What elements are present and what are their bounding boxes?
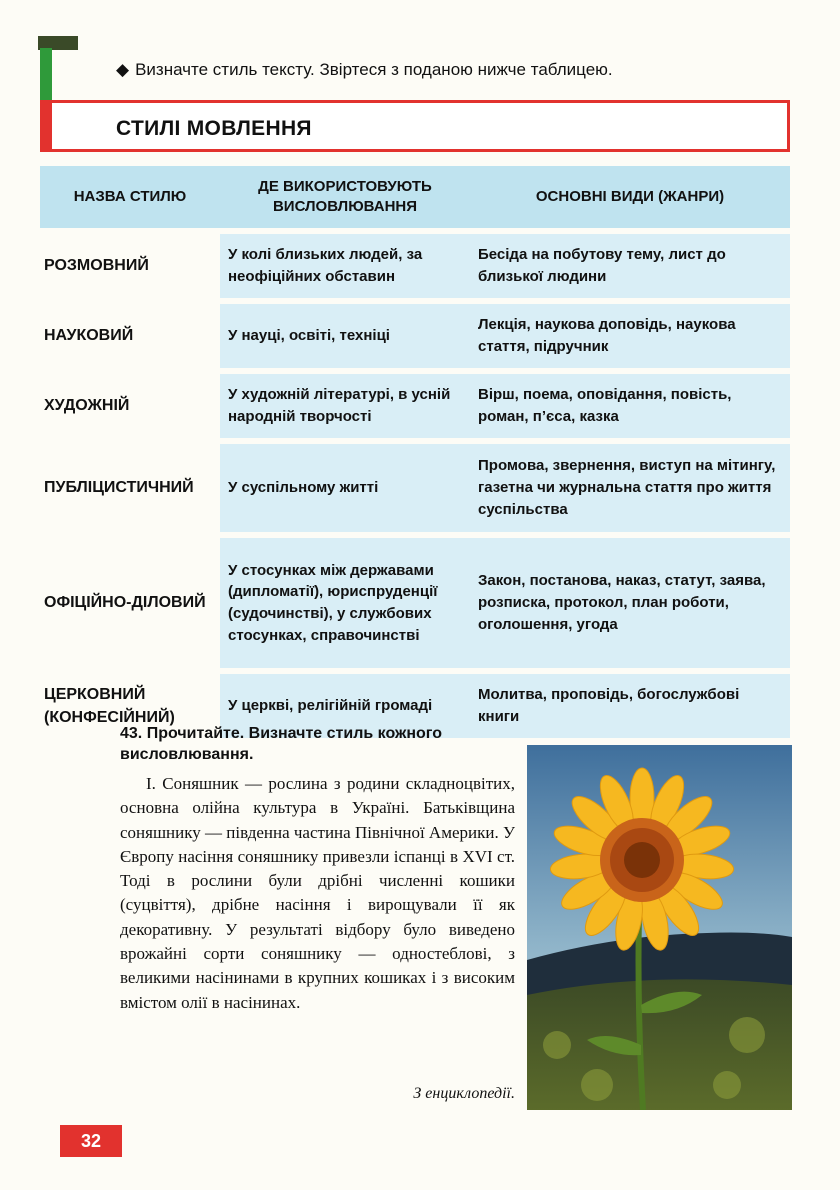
table-row [40,444,790,532]
style-name: ПУБЛІЦИСТИЧНИЙ [44,479,194,497]
style-where: У колі близьких людей, за неофіційних обставин [220,234,470,298]
style-genres: Бесіда на побутову тему, лист до близької людини [470,234,790,298]
header-genres: ОСНОВНІ ВИДИ (ЖАНРИ) [470,166,790,228]
style-name: ХУДОЖНІЙ [44,397,130,415]
style-genres: Лекція, наукова доповідь, наукова стаття, підручник [470,304,790,368]
style-where: У церкві, релігійній громаді [220,674,470,738]
exercise-title: 43. Прочитайте. Визначте стиль кожного висловлювання. [120,725,443,763]
style-name: НАУКОВИЙ [44,327,134,345]
source-citation: З енциклопедії. [413,1085,515,1102]
style-genres: Вірш, поема, оповідання, повість, роман, п’єса, казка [470,374,790,438]
style-name: ОФІЦІЙНО-ДІЛОВИЙ [44,594,206,612]
header-style-name: НАЗВА СТИЛЮ [40,166,220,228]
style-name: ЦЕРКОВНИЙ (КОНФЕСІЙНИЙ) [44,685,175,726]
bullet-icon: ◆ [116,60,130,79]
style-where: У художній літературі, в усній народній творчості [220,374,470,438]
table-row [40,304,790,368]
table-title: СТИЛІ МОВЛЕННЯ [116,117,312,140]
style-genres: Молитва, проповідь, богослужбові книги [470,674,790,738]
green-accent-bar [40,48,52,106]
styles-table [40,160,790,744]
page-number: 32 [60,1125,122,1157]
header-where-used: ДЕ ВИКОРИСТОВУЮТЬ ВИСЛОВЛЮВАННЯ [220,166,470,228]
exercise-text: I. Соняшник — рослина з родини складноцвітих, основна олійна культура в Україні. Батьківщина соняшнику — південна частина Північної Америки. У Європу насіння соняшнику привезли іспанці в XVI ст. Тоді в рослини були дрібні численні кошики (суцвіття), дрібне насіння і вирощували її як декоративну. У результаті відбору було виведено врожайні сорти соняшнику — одностеблові, з великими насінинами в крупних кошиках і з високим вмістом олії в насінинах. [120,774,515,1012]
table-row [40,374,790,438]
instruction [116,60,613,80]
table-header-row [40,166,790,228]
table-row [40,234,790,298]
instruction-text: Визначте стиль тексту. Звіртеся з поданою нижче таблицею. [135,60,613,79]
table-title-box [40,100,790,152]
sunflower-image [527,745,792,1110]
style-where: У стосунках між державами (дипломатії), юриспруденції (судочинстві), у службових стосунках, справочинстві [220,538,470,668]
style-genres: Промова, звернення, виступ на мітингу, газетна чи журнальна стаття про життя суспільства [470,444,790,532]
style-genres: Закон, постанова, наказ, статут, заява, розписка, протокол, план роботи, оголошення, угода [470,538,790,668]
style-where: У науці, освіті, техніці [220,304,470,368]
style-name: РОЗМОВНИЙ [44,257,149,275]
style-where: У суспільному житті [220,444,470,532]
table-row [40,538,790,668]
